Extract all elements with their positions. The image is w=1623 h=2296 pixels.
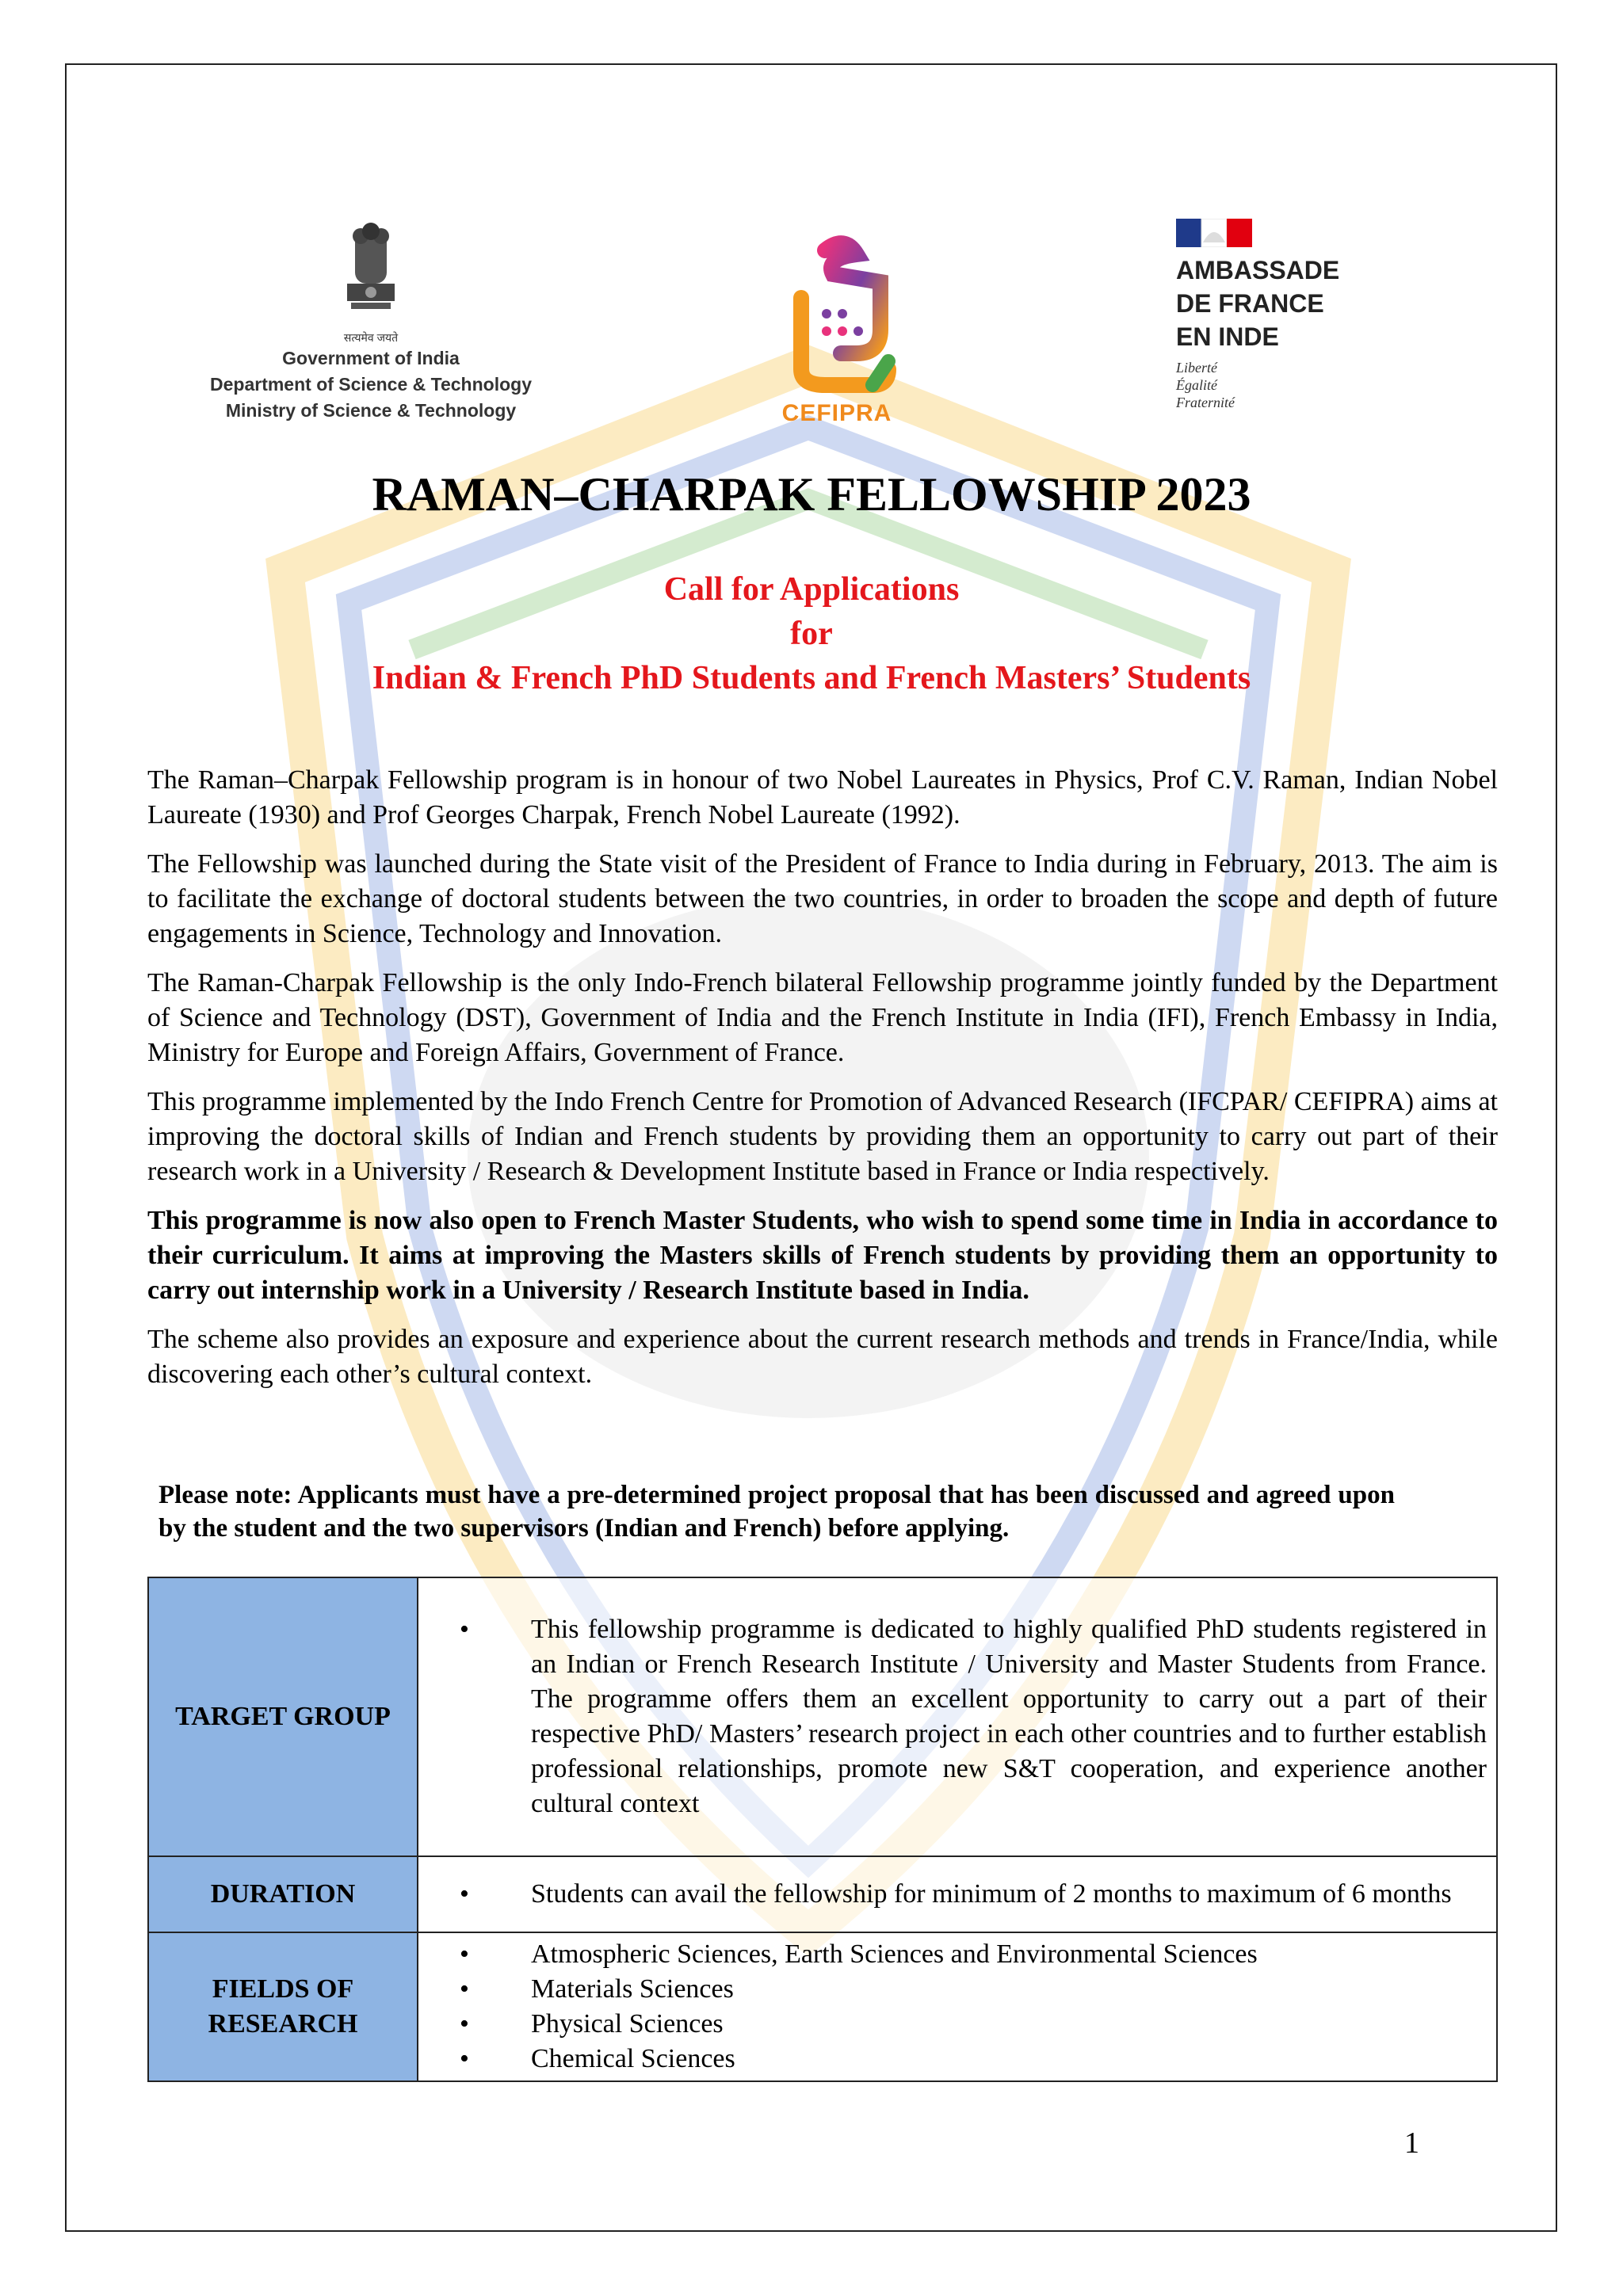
paragraph-launch: The Fellowship was launched during the State visit of the President of France to India during in February, 2013. The aim is to facilitate the exchange of doctoral students between the two countries, in order to broaden the scope and depth of future engagements in Science, Technology and Innovation.	[147, 849, 1498, 948]
subtitle-line-1: Call for Applications	[663, 571, 960, 608]
list-item: • Atmospheric Sciences, Earth Sciences and Environmental Sciences	[426, 1937, 1487, 1972]
paragraph-implementation: This programme implemented by the Indo French Centre for Promotion of Advanced Research (IFCPAR/ CEFIPRA) aims at improving the doctoral skills of Indian and French students by providing them an opportunity to carry out part of their research work in a University / Research & Development Institute based in France or India respectively.	[147, 1087, 1498, 1186]
cefipra-mark-icon	[769, 235, 904, 393]
fields-of-research-label	[148, 1932, 418, 2081]
motto-egalite: Égalité	[1176, 377, 1217, 393]
embassy-line-2: DE FRANCE	[1176, 289, 1324, 318]
cefipra-logo	[766, 235, 908, 427]
french-embassy-logo	[1176, 219, 1382, 411]
subtitle-line-3: Indian & French PhD Students and French Masters’ Students	[372, 660, 1251, 696]
page-number: 1	[1404, 2126, 1419, 2160]
government-of-india-logo	[197, 220, 545, 424]
list-item: • Materials Sciences	[426, 1972, 1487, 2007]
goi-line-1: Government of India	[282, 348, 460, 368]
call-for-applications	[0, 567, 1623, 700]
paragraph-intro: The Raman–Charpak Fellowship program is in honour of two Nobel Laureates in Physics, Prof C.V. Raman, Indian Nobel Laureate (1930) and Prof Georges Charpak, French Nobel Laureate (1992).	[147, 765, 1498, 830]
fields-list	[426, 1937, 1487, 2077]
motto-fraternite: Fraternité	[1176, 395, 1235, 410]
body-text	[147, 763, 1498, 1406]
target-group-list	[426, 1612, 1487, 1821]
list-item: • This fellowship programme is dedicated to highly qualified PhD students registered in an Indian or French Research Institute / University and Master Students from France. The programme offers them an excellent opportunity to carry out a part of their respective PhD/ Masters’ research project in each other countries and to further establish professional relationships, promote new S&T cooperation, and experience another cultural context	[426, 1612, 1487, 1821]
paragraph-funding: The Raman-Charpak Fellowship is the only Indo-French bilateral Fellowship programme jointly funded by the Department of Science and Technology (DST), Government of India and the French Institute in India (IFI), French Embassy in India, Ministry for Europe and Foreign Affairs, Government of France.	[147, 968, 1498, 1067]
please-note: Please note: Applicants must have a pre-determined project proposal that has been discussed and agreed upon by the student and the two supervisors (Indian and French) before applying.	[158, 1481, 1395, 1543]
list-item: • Chemical Sciences	[426, 2042, 1487, 2077]
duration-label: DURATION	[148, 1856, 418, 1932]
embassy-line-3: EN INDE	[1176, 322, 1279, 351]
embassy-line-1: AMBASSADE	[1176, 256, 1340, 284]
paragraph-masters: This programme is now also open to French Master Students, who wish to spend some time in India in accordance to their curriculum. It aims at improving the Masters skills of French students by providing them an opportunity to carry out internship work in a University / Research Institute based in India.	[147, 1206, 1498, 1305]
table-row	[148, 1577, 1497, 1856]
goi-line-2: Department of Science & Technology	[210, 374, 532, 395]
fields-label-line-2: RESEARCH	[208, 2009, 358, 2039]
list-item: • Students can avail the fellowship for minimum of 2 months to maximum of 6 months	[426, 1877, 1487, 1912]
target-group-label: TARGET GROUP	[148, 1577, 418, 1856]
goi-motto: सत्यमेव जयते	[343, 331, 399, 344]
fields-label-line-1: FIELDS OF	[212, 1974, 354, 2004]
motto-liberte: Liberté	[1176, 360, 1217, 376]
goi-line-3: Ministry of Science & Technology	[225, 400, 517, 421]
fellowship-info-table	[147, 1577, 1498, 2082]
marianne-flag-icon	[1176, 219, 1252, 247]
list-item: • Physical Sciences	[426, 2007, 1487, 2042]
ashoka-emblem-icon	[335, 220, 407, 331]
table-row	[148, 1932, 1497, 2081]
table-row	[148, 1856, 1497, 1932]
duration-list	[426, 1877, 1487, 1912]
page-title: RAMAN–CHARPAK FELLOWSHIP 2023	[372, 468, 1251, 521]
subtitle-line-2: for	[790, 616, 833, 652]
cefipra-name: CEFIPRA	[781, 400, 892, 426]
paragraph-exposure: The scheme also provides an exposure and experience about the current research methods and trends in France/India, while discovering each other’s cultural context.	[147, 1325, 1498, 1389]
